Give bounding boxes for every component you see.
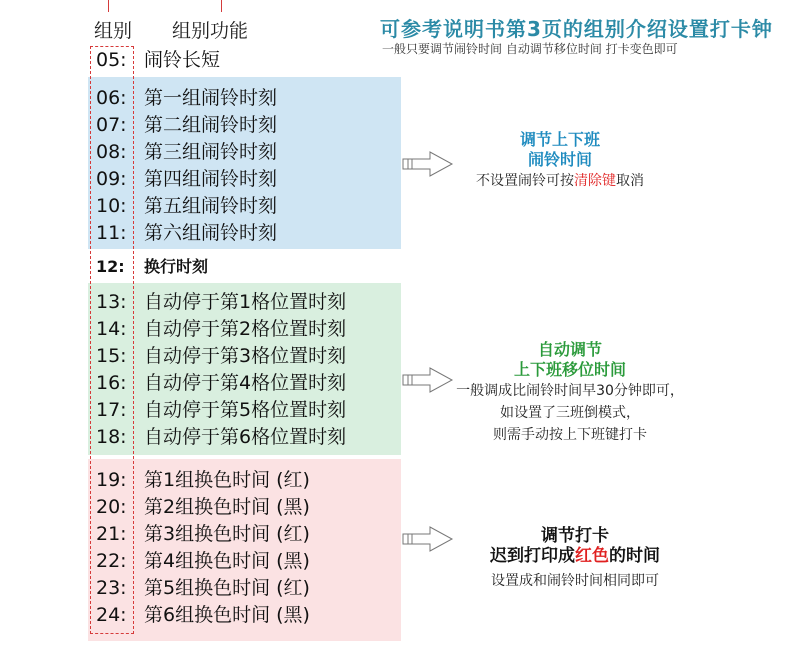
list-item [96, 396, 346, 424]
group-function: 第五组闹铃时刻 [144, 195, 278, 217]
list-item [96, 601, 310, 629]
group-function: 第四组闹铃时刻 [144, 168, 278, 190]
alarm-note-body [455, 170, 665, 192]
group-number: 11: [96, 222, 127, 244]
group-function: 第2组换色时间 (黑) [144, 496, 310, 518]
group-function: 自动停于第4格位置时刻 [144, 372, 347, 394]
shift-note [440, 340, 700, 446]
group-number: 10: [96, 195, 127, 217]
group-number: 21: [96, 523, 127, 545]
shift-note-heading-2: 上下班移位时间 [513, 360, 626, 379]
header-tick-left [108, 0, 109, 12]
group-number: 09: [96, 168, 127, 190]
list-item [96, 165, 277, 193]
list-item [96, 466, 310, 494]
list-item [96, 219, 277, 247]
shift-note-body-2: 如设置了三班倒模式， [500, 405, 640, 421]
group-function: 自动停于第1格位置时刻 [144, 291, 347, 313]
color-note [455, 526, 695, 592]
group-number: 16: [96, 372, 127, 394]
color-note-heading-pre: 迟到打印成 [490, 546, 575, 566]
group-number: 19: [96, 469, 127, 491]
list-item [96, 111, 277, 139]
shift-note-heading-1: 自动调节 [537, 340, 602, 359]
list-item [96, 253, 208, 281]
group-number: 15: [96, 345, 127, 367]
list-item [96, 192, 277, 220]
group-number: 12: [96, 257, 125, 276]
list-item [96, 423, 346, 451]
list-item [96, 342, 346, 370]
group-function: 第一组闹铃时刻 [144, 87, 278, 109]
color-note-body: 设置成和闹铃时间相同即可 [491, 573, 659, 589]
alarm-note-heading-1: 调节上下班 [519, 130, 600, 149]
alarm-note-body-text: 不设置闹铃可按 [476, 173, 574, 189]
group-number: 06: [96, 87, 127, 109]
alarm-note [455, 130, 665, 192]
right-arrow-icon [402, 150, 454, 178]
list-item [96, 138, 277, 166]
group-function: 第三组闹铃时刻 [144, 141, 278, 163]
group-function: 自动停于第6格位置时刻 [144, 426, 347, 448]
group-function: 自动停于第2格位置时刻 [144, 318, 347, 340]
header-tick-right [221, 0, 222, 12]
group-function: 换行时刻 [144, 257, 209, 276]
group-number: 20: [96, 496, 127, 518]
group-number: 13: [96, 291, 127, 313]
shift-note-body-1: 一般调成比闹铃时间早30分钟即可， [456, 383, 684, 399]
group-number: 23: [96, 577, 127, 599]
group-number: 24: [96, 604, 127, 626]
group-number: 18: [96, 426, 127, 448]
group-function: 第六组闹铃时刻 [144, 222, 278, 244]
group-function: 第5组换色时间 (红) [144, 577, 310, 599]
group-number: 05: [96, 49, 127, 71]
group-function: 第3组换色时间 (红) [144, 523, 310, 545]
list-item [96, 493, 310, 521]
group-function: 第1组换色时间 (红) [144, 469, 310, 491]
group-number: 22: [96, 550, 127, 572]
group-function: 第二组闹铃时刻 [144, 114, 278, 136]
list-item [96, 288, 346, 316]
column-header-group: 组别 [94, 20, 133, 42]
color-note-heading-1: 调节打卡 [541, 526, 609, 546]
group-number: 08: [96, 141, 127, 163]
list-item [96, 369, 346, 397]
group-function: 第4组换色时间 (黑) [144, 550, 310, 572]
alarm-note-body-tail: 取消 [616, 173, 644, 189]
group-number: 17: [96, 399, 127, 421]
group-number: 07: [96, 114, 127, 136]
group-function: 自动停于第5格位置时刻 [144, 399, 347, 421]
red-color-label: 红色 [575, 546, 609, 566]
group-number: 14: [96, 318, 127, 340]
list-item [96, 84, 277, 112]
right-arrow-icon [402, 525, 454, 553]
list-item [96, 574, 310, 602]
page-subtitle: 一般只要调节闹铃时间 自动调节移位时间 打卡变色即可 [382, 42, 678, 56]
page-title: 可参考说明书第3页的组别介绍设置打卡钟 [380, 17, 773, 41]
list-item [96, 315, 346, 343]
group-function: 自动停于第3格位置时刻 [144, 345, 347, 367]
clear-key-label: 清除键 [574, 173, 616, 189]
list-item [96, 547, 310, 575]
list-item [96, 46, 220, 74]
color-note-heading-2 [455, 546, 695, 566]
group-function: 闹铃长短 [144, 49, 221, 71]
group-function: 第6组换色时间 (黑) [144, 604, 310, 626]
shift-note-body-3: 则需手动按上下班键打卡 [493, 427, 647, 443]
list-item [96, 520, 310, 548]
color-note-heading-post: 的时间 [609, 546, 660, 566]
alarm-note-heading-2: 闹铃时间 [527, 150, 592, 169]
column-header-function: 组别功能 [172, 20, 249, 42]
